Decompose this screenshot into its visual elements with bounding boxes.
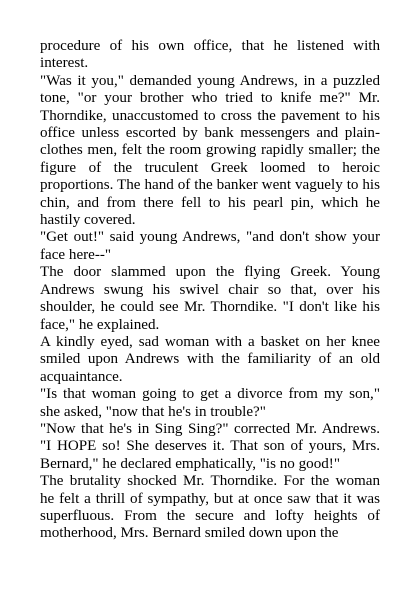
paragraph: procedure of his own office, that he listened with interest.: [40, 38, 380, 72]
paragraph: The brutality shocked Mr. Thorndike. For the woman he felt a thrill of sympathy, but at once saw that it was superfluous. From the secure and lofty heights of motherhood, Mrs. Bernard smiled down upon the: [40, 473, 380, 542]
paragraph: "Was it you," demanded young Andrews, in a puzzled tone, "or your brother who tried to knife me?" Mr. Thorndike, unaccustomed to cross the pavement to his office unless escorted by bank messengers and plain-clothes men, felt the room growing rapidly smaller; the figure of the truculent Greek loomed to heroic proportions. The hand of the banker went vaguely to his chin, and from there fell to his pearl pin, which he hastily covered.: [40, 72, 380, 229]
book-page-text: [40, 38, 380, 543]
paragraph: A kindly eyed, sad woman with a basket on her knee smiled upon Andrews with the familiarity of an old acquaintance.: [40, 333, 380, 385]
paragraph: The door slammed upon the flying Greek. Young Andrews swung his swivel chair so that, over his shoulder, he could see Mr. Thorndike. "I don't like his face," he explained.: [40, 264, 380, 333]
paragraph: "Is that woman going to get a divorce from my son," she asked, "now that he's in trouble?": [40, 386, 380, 420]
paragraph: "Now that he's in Sing Sing?" corrected Mr. Andrews. "I HOPE so! She deserves it. That son of yours, Mrs. Bernard," he declared emphatically, "is no good!": [40, 420, 380, 472]
paragraph: "Get out!" said young Andrews, "and don't show your face here--": [40, 229, 380, 263]
